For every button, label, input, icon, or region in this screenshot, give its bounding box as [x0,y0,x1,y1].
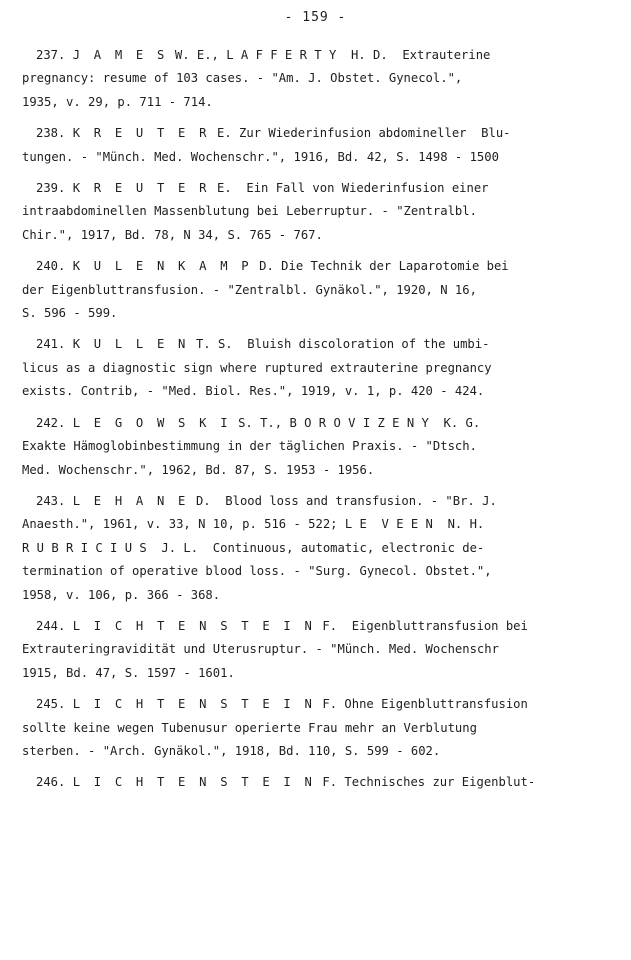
entry-first-line [22,44,602,67]
entry-text: T. S. Bluish discoloration of the umbi- [188,337,490,352]
bibliography-entry [22,255,602,325]
entry-text-line: Chir.", 1917, Bd. 78, N 34, S. 765 - 767. [22,227,323,242]
entry-text: F. Ohne Eigenbluttransfusion [315,697,528,712]
entry-first-line [22,490,602,513]
entry-text-line: licus as a diagnostic sign where ruptured extrauterine pregnancy [22,360,492,375]
entry-text-line: 1915, Bd. 47, S. 1597 - 1601. [22,665,235,680]
entry-text-line: sterben. - "Arch. Gynäkol.", 1918, Bd. 110, S. 599 - 602. [22,743,441,758]
entry-text: D. Blood loss and transfusion. - "Br. J. [188,493,497,508]
entry-text-line: R U B R I C I U S J. L. Continuous, automatic, electronic de- [22,540,485,555]
entry-author: L I C H T E N S T E I N [72,775,316,790]
bibliography-entry [22,693,602,763]
entry-author: L E H A N E [72,493,189,508]
entry-text-line: tungen. - "Münch. Med. Wochenschr.", 1916, Bd. 42, S. 1498 - 1500 [22,149,499,164]
entry-number: 237. [36,48,73,62]
entry-number: 246. [36,775,73,790]
entry-author: L I C H T E N S T E I N [72,697,316,712]
entry-number: 241. [36,337,73,352]
entry-text-line: 1935, v. 29, p. 711 - 714. [22,94,213,109]
entry-first-line [22,693,602,716]
entry-text-line: termination of operative blood loss. - "Surg. Gynecol. Obstet.", [22,564,492,579]
page-number: - 159 - [284,10,347,25]
bibliography-entry [22,122,602,169]
entry-author: K R E U T E R [72,126,210,141]
entry-number: 245. [36,697,73,712]
entry-author: L I C H T E N S T E I N [72,618,316,633]
entry-text: E. Zur Wiederinfusion abdomineller Blu- [209,126,511,141]
entry-author: K R E U T E R [72,181,210,196]
entry-text: F. Eigenbluttransfusion bei [315,618,528,633]
entry-number: 242. [36,415,73,430]
entry-author: K U L E N K A M P [72,259,252,274]
entry-text: F. Technisches zur Eigenblut- [315,775,536,790]
bibliography-list [22,44,602,803]
bibliography-entry [22,177,602,247]
entry-number: 239. [36,181,73,196]
entry-number: 244. [36,618,73,633]
entry-number: 238. [36,126,73,141]
entry-number: 240. [36,259,73,274]
entry-author: K U L L E N [72,337,189,352]
entry-first-line [22,615,602,638]
entry-number: 243. [36,493,73,508]
entry-text: S. T., B O R O V I Z E N Y K. G. [230,415,481,430]
entry-first-line [22,412,602,435]
entry-text: E. Ein Fall von Wiederinfusion einer [209,181,489,196]
entry-text-line: Extrauteringravidität und Uterusruptur. - "Münch. Med. Wochenschr [22,642,499,657]
entry-author: J A M E S [72,48,168,62]
entry-text: W. E., L A F F E R T Y H. D. Extrauterine [167,48,491,62]
entry-text-line: exists. Contrib, - "Med. Biol. Res.", 1919, v. 1, p. 420 - 424. [22,384,485,399]
bibliography-entry [22,490,602,607]
bibliography-entry [22,615,602,685]
entry-first-line [22,771,602,794]
entry-first-line [22,122,602,145]
entry-text-line: Anaesth.", 1961, v. 33, N 10, p. 516 - 522; L E V E E N N. H. [22,517,485,532]
bibliography-entry [22,412,602,482]
entry-text-line: intraabdominellen Massenblutung bei Leberruptur. - "Zentralbl. [22,204,477,219]
entry-text-line: pregnancy: resume of 103 cases. - "Am. J. Obstet. Gynecol.", [22,71,463,86]
entry-text-line: S. 596 - 599. [22,306,118,321]
entry-text: D. Die Technik der Laparotomie bei [251,259,509,274]
entry-first-line [22,177,602,200]
entry-first-line [22,333,602,356]
entry-first-line [22,255,602,278]
entry-text-line: der Eigenbluttransfusion. - "Zentralbl. Gynäkol.", 1920, N 16, [22,282,477,297]
entry-text-line: Med. Wochenschr.", 1962, Bd. 87, S. 1953 - 1956. [22,462,375,477]
bibliography-entry [22,44,602,114]
entry-text-line: 1958, v. 106, p. 366 - 368. [22,587,221,602]
bibliography-entry [22,333,602,403]
entry-text-line: Exakte Hämoglobinbestimmung in der täglichen Praxis. - "Dtsch. [22,439,477,454]
entry-author: L E G O W S K I [72,415,231,430]
entry-text-line: sollte keine wegen Tubenusur operierte Frau mehr an Verblutung [22,720,477,735]
bibliography-entry [22,771,602,794]
